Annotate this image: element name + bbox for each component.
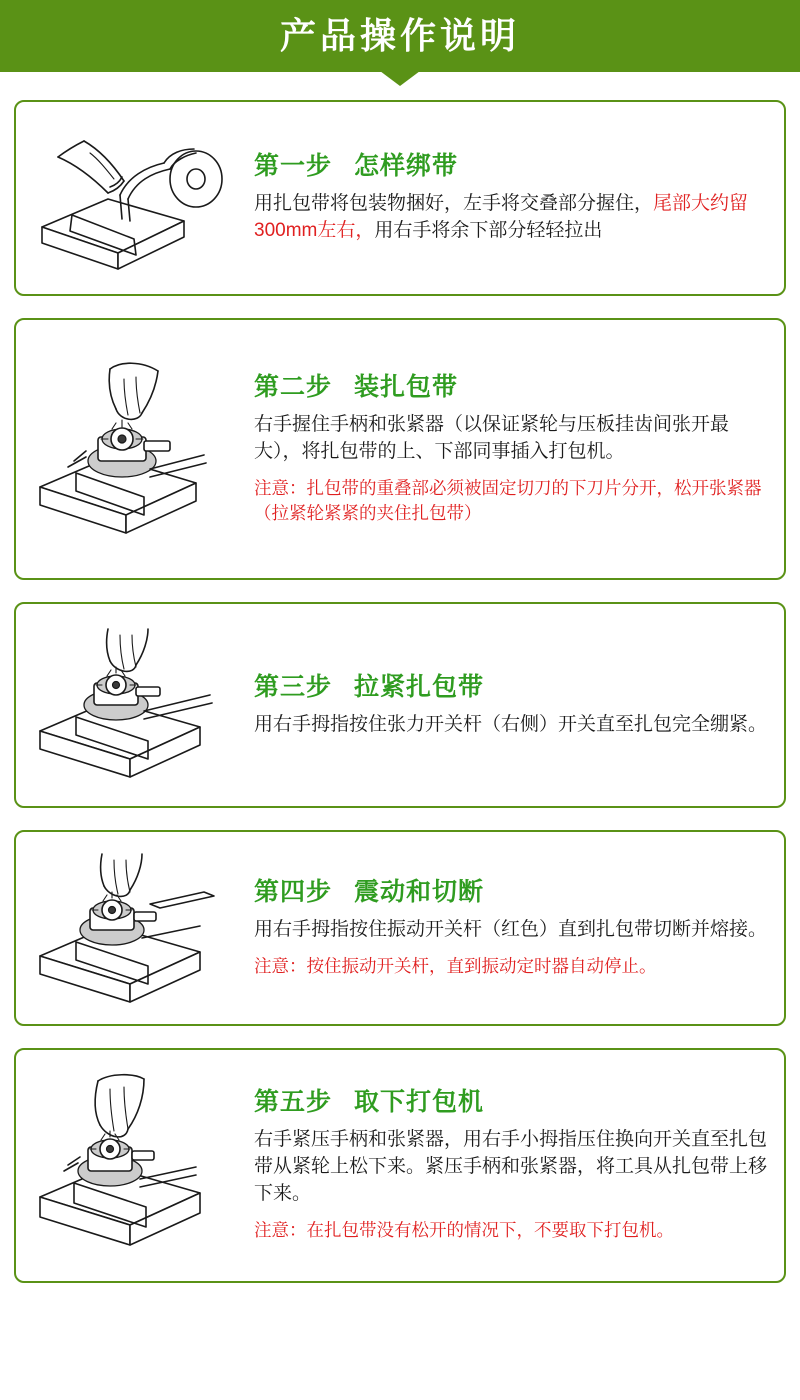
step-4-name: 震动和切断 bbox=[353, 877, 484, 906]
step-5-label: 第五步 bbox=[254, 1088, 333, 1117]
step-1-label: 第一步 bbox=[254, 152, 333, 181]
step-1-text-highlight: 尾部大约留300mm左右， bbox=[254, 193, 749, 241]
step-5-note: 注意：在扎包带没有松开的情况下，不要取下打包机。 bbox=[254, 1220, 674, 1241]
step-card-1 bbox=[14, 100, 786, 296]
page-title: 产品操作说明 bbox=[279, 15, 520, 56]
step-card-4 bbox=[14, 830, 786, 1026]
step-2-label: 第二步 bbox=[254, 372, 333, 401]
step-4-illustration bbox=[16, 832, 248, 1024]
step-1-title bbox=[254, 151, 768, 181]
step-4-body bbox=[248, 832, 784, 1024]
step-5-text: 右手紧压手柄和张紧器，用右手小拇指压住换向开关直至扎包带从紧轮上松下来。紧压手柄和张紧器，将工具从扎包带上移下来。 bbox=[254, 1129, 768, 1205]
vibrate-cut-icon bbox=[24, 848, 240, 1008]
step-2-note: 注意：扎包带的重叠部必须被固定切刀的下刀片分开，松开张紧器（拉紧轮紧紧的夹住扎包带） bbox=[254, 477, 762, 523]
step-3-illustration bbox=[16, 604, 248, 806]
step-2-name: 装扎包带 bbox=[353, 372, 458, 401]
header-notch-decoration bbox=[380, 71, 420, 86]
step-1-body bbox=[248, 102, 784, 294]
step-3-name: 拉紧扎包带 bbox=[353, 672, 484, 701]
step-5-body bbox=[248, 1050, 784, 1281]
step-card-2 bbox=[14, 318, 786, 580]
step-3-body bbox=[248, 604, 784, 806]
step-card-5 bbox=[14, 1048, 786, 1283]
remove-tool-icon bbox=[24, 1071, 240, 1261]
step-2-text: 右手握住手柄和张紧器（以保证紧轮与压板挂齿间张开最大），将扎包带的上、下部同事插入打包机。 bbox=[254, 413, 730, 462]
step-4-text: 用右手拇指按住振动开关杆（红色）直到扎包带切断并熔接。 bbox=[254, 918, 768, 940]
step-1-text-after: 用右手将余下部分轻轻拉出 bbox=[374, 220, 603, 241]
step-3-label: 第三步 bbox=[254, 672, 333, 701]
step-1-illustration bbox=[16, 102, 248, 294]
step-4-label: 第四步 bbox=[254, 877, 333, 906]
insert-strap-tool-icon bbox=[24, 349, 240, 549]
step-2-body bbox=[248, 320, 784, 578]
step-5-illustration bbox=[16, 1050, 248, 1281]
step-1-text bbox=[254, 191, 768, 245]
step-1-text-before: 用扎包带将包装物捆好，左手将交叠部分握住， bbox=[254, 193, 654, 215]
step-card-3 bbox=[14, 602, 786, 808]
step-5-title bbox=[254, 1087, 768, 1117]
steps-list bbox=[0, 72, 800, 1315]
step-2-illustration bbox=[16, 320, 248, 578]
step-3-title bbox=[254, 672, 768, 702]
step-4-title bbox=[254, 877, 768, 907]
step-2-title bbox=[254, 372, 768, 402]
tension-strap-icon bbox=[24, 625, 240, 785]
strap-around-package-icon bbox=[24, 123, 240, 273]
page-header bbox=[0, 0, 800, 72]
step-1-name: 怎样绑带 bbox=[353, 152, 458, 181]
step-3-text: 用右手拇指按住张力开关杆（右侧）开关直至扎包完全绷紧。 bbox=[254, 713, 768, 735]
step-4-note: 注意：按住振动开关杆，直到振动定时器自动停止。 bbox=[254, 955, 657, 976]
step-5-name: 取下打包机 bbox=[353, 1088, 484, 1117]
